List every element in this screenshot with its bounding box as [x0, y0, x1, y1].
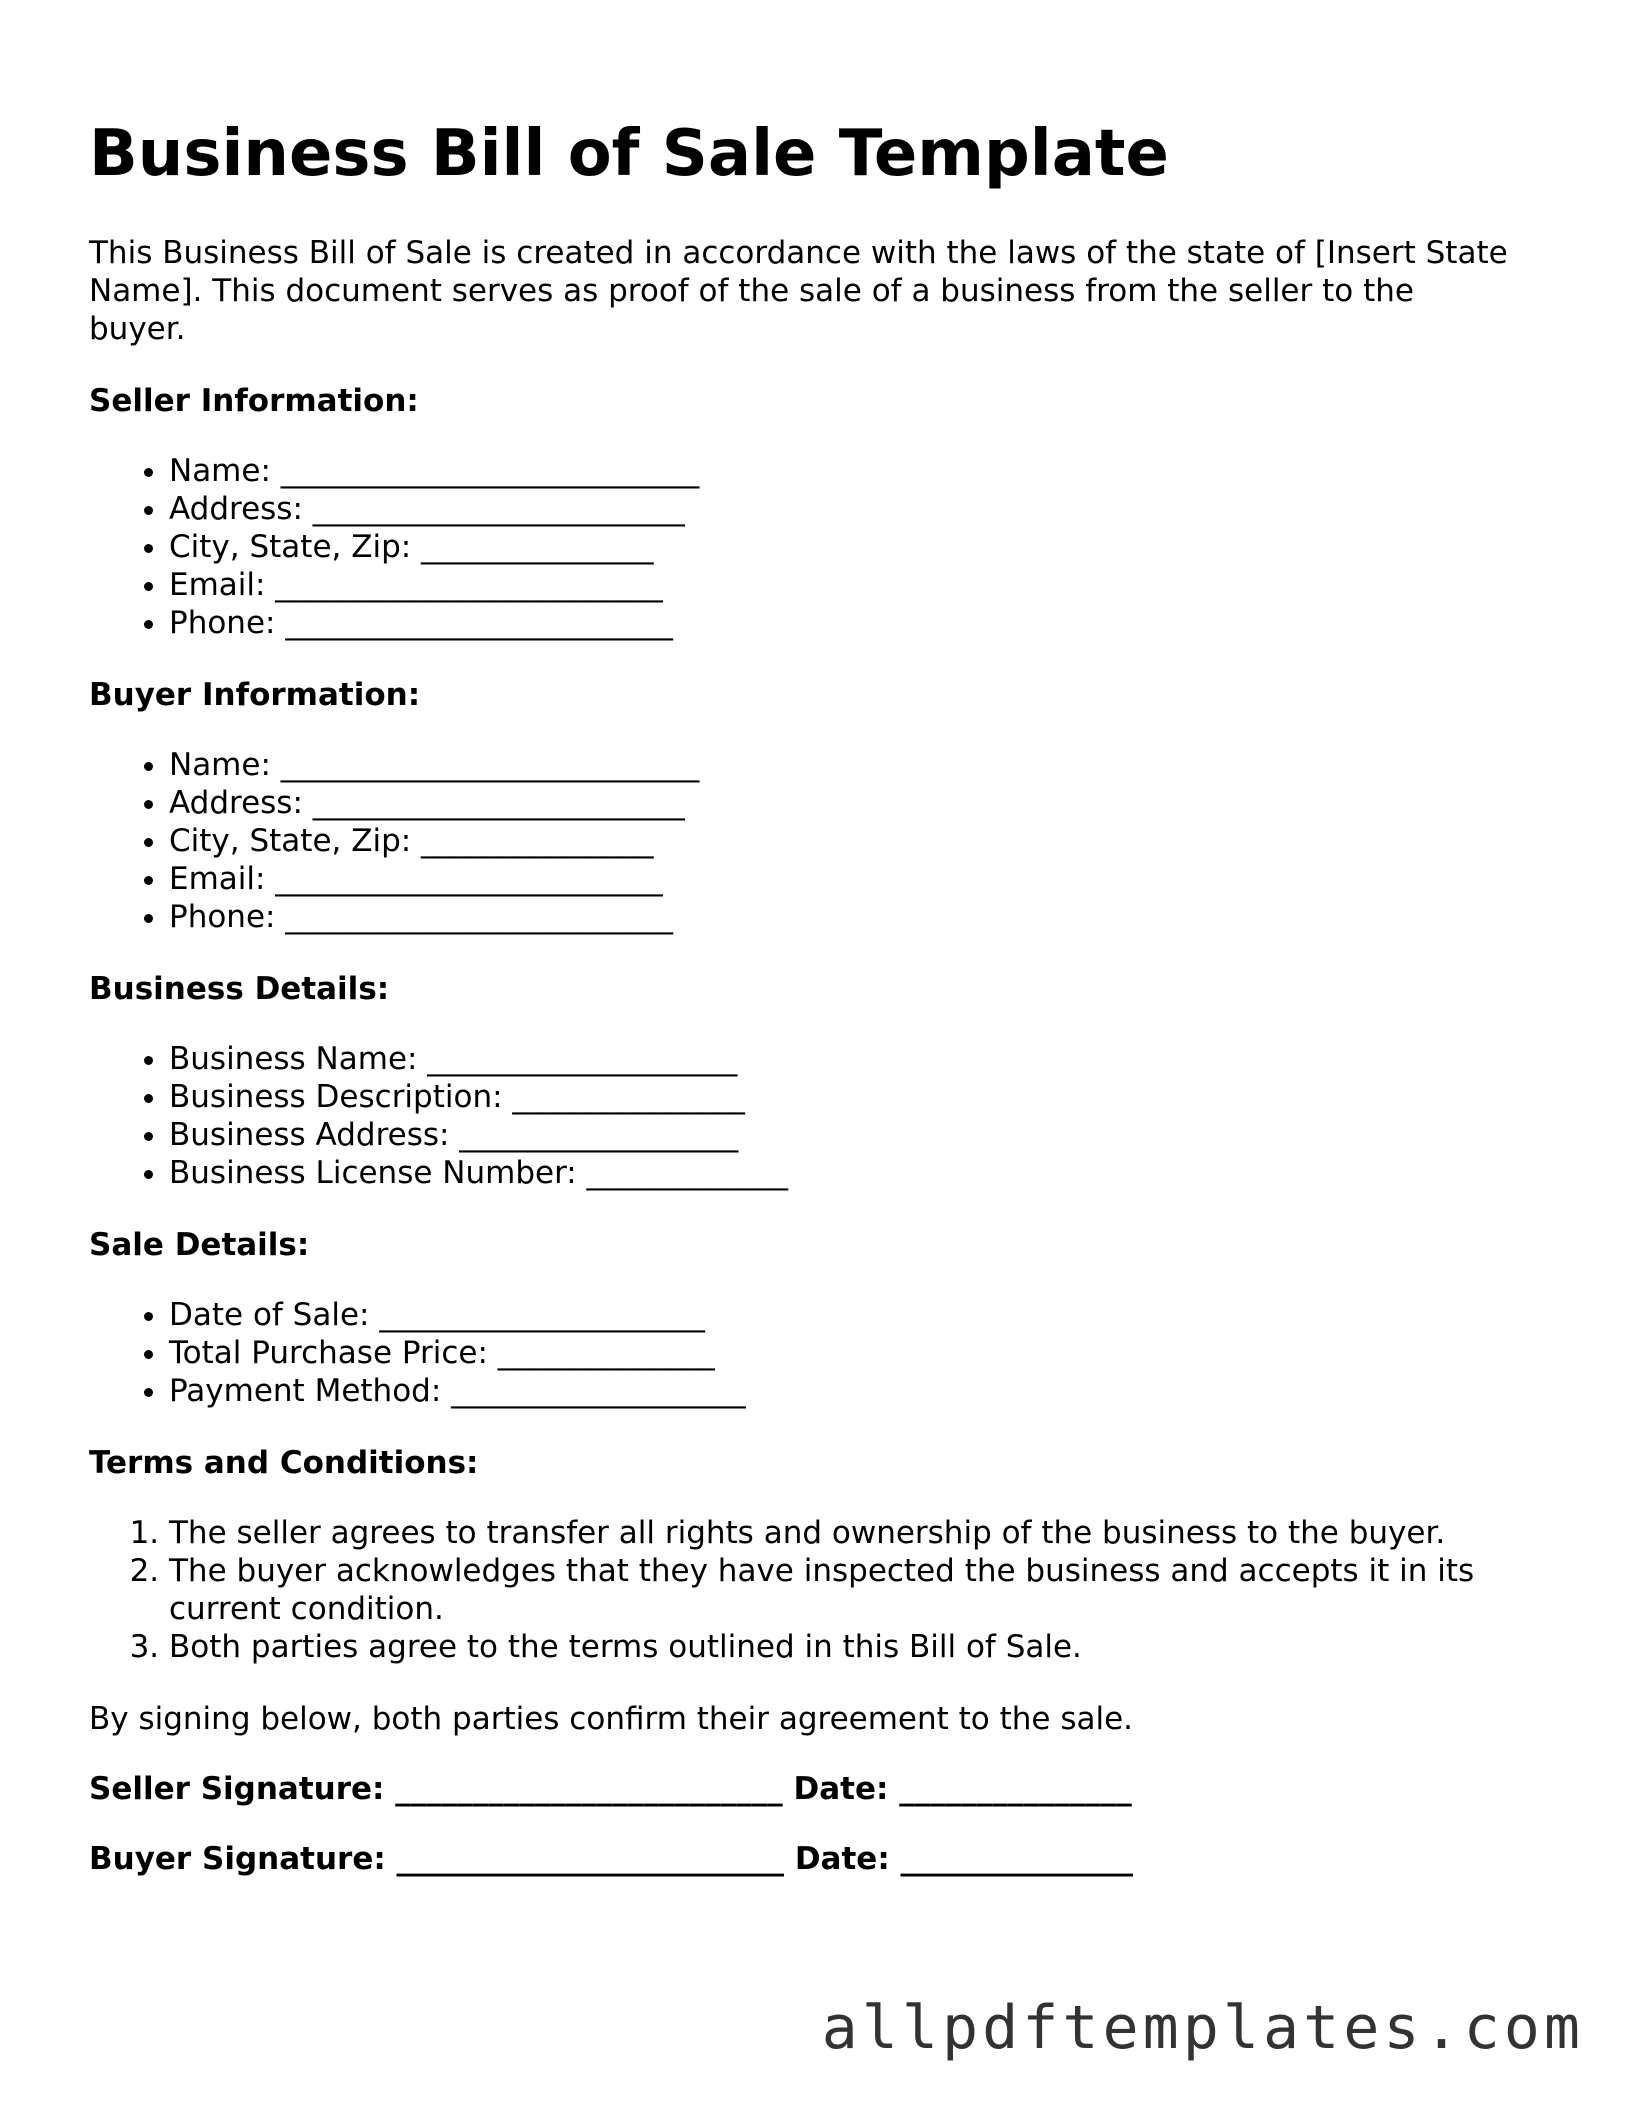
terms-list — [89, 1514, 1529, 1666]
seller-city-state-zip-field: • City, State, Zip: _______________ — [169, 528, 1529, 566]
buyer-fields — [89, 746, 1529, 936]
seller-heading: Seller Information: — [89, 383, 419, 419]
sale-date-field: • Date of Sale: _____________________ — [169, 1296, 1529, 1334]
intro-paragraph: This Business Bill of Sale is created in accordance with the laws of the state of [Insert State Name]. This document serves as proof of the sale of a business from the seller to the buyer. — [89, 235, 1508, 347]
seller-name-field: • Name: ___________________________ — [169, 452, 1529, 490]
term-item: 1. The seller agrees to transfer all rights and ownership of the business to the buyer. — [169, 1514, 1529, 1552]
business-address-field: • Business Address: __________________ — [169, 1116, 1529, 1154]
business-heading: Business Details: — [89, 971, 390, 1007]
business-description-field: • Business Description: _______________ — [169, 1078, 1529, 1116]
terms-heading: Terms and Conditions: — [89, 1445, 479, 1481]
buyer-phone-field: • Phone: _________________________ — [169, 898, 1529, 936]
sale-price-field: • Total Purchase Price: ______________ — [169, 1334, 1529, 1372]
buyer-email-field: • Email: _________________________ — [169, 860, 1529, 898]
business-name-field: • Business Name: ____________________ — [169, 1040, 1529, 1078]
buyer-city-state-zip-field: • City, State, Zip: _______________ — [169, 822, 1529, 860]
buyer-address-field: • Address: ________________________ — [169, 784, 1529, 822]
seller-signature-line: Seller Signature: _________________________ Date: _______________ — [89, 1771, 1132, 1807]
business-license-field: • Business License Number: _____________ — [169, 1154, 1529, 1192]
document-page — [89, 110, 1529, 1878]
sale-heading: Sale Details: — [89, 1227, 310, 1263]
term-item: 2. The buyer acknowledges that they have inspected the business and accepts it in its current condition. — [169, 1552, 1529, 1628]
confirmation-text: By signing below, both parties confirm their agreement to the sale. — [89, 1701, 1134, 1737]
page-title: Business Bill of Sale Template — [89, 117, 1169, 191]
sale-payment-method-field: • Payment Method: ___________________ — [169, 1372, 1529, 1410]
seller-fields — [89, 452, 1529, 642]
buyer-signature-line: Buyer Signature: _________________________ Date: _______________ — [89, 1841, 1134, 1877]
term-item: 3. Both parties agree to the terms outlined in this Bill of Sale. — [169, 1628, 1529, 1666]
buyer-heading: Buyer Information: — [89, 677, 421, 713]
buyer-name-field: • Name: ___________________________ — [169, 746, 1529, 784]
business-fields — [89, 1040, 1529, 1192]
seller-phone-field: • Phone: _________________________ — [169, 604, 1529, 642]
sale-fields — [89, 1296, 1529, 1410]
seller-address-field: • Address: ________________________ — [169, 490, 1529, 528]
seller-email-field: • Email: _________________________ — [169, 566, 1529, 604]
watermark-text: allpdftemplates.com — [821, 1993, 1584, 2063]
